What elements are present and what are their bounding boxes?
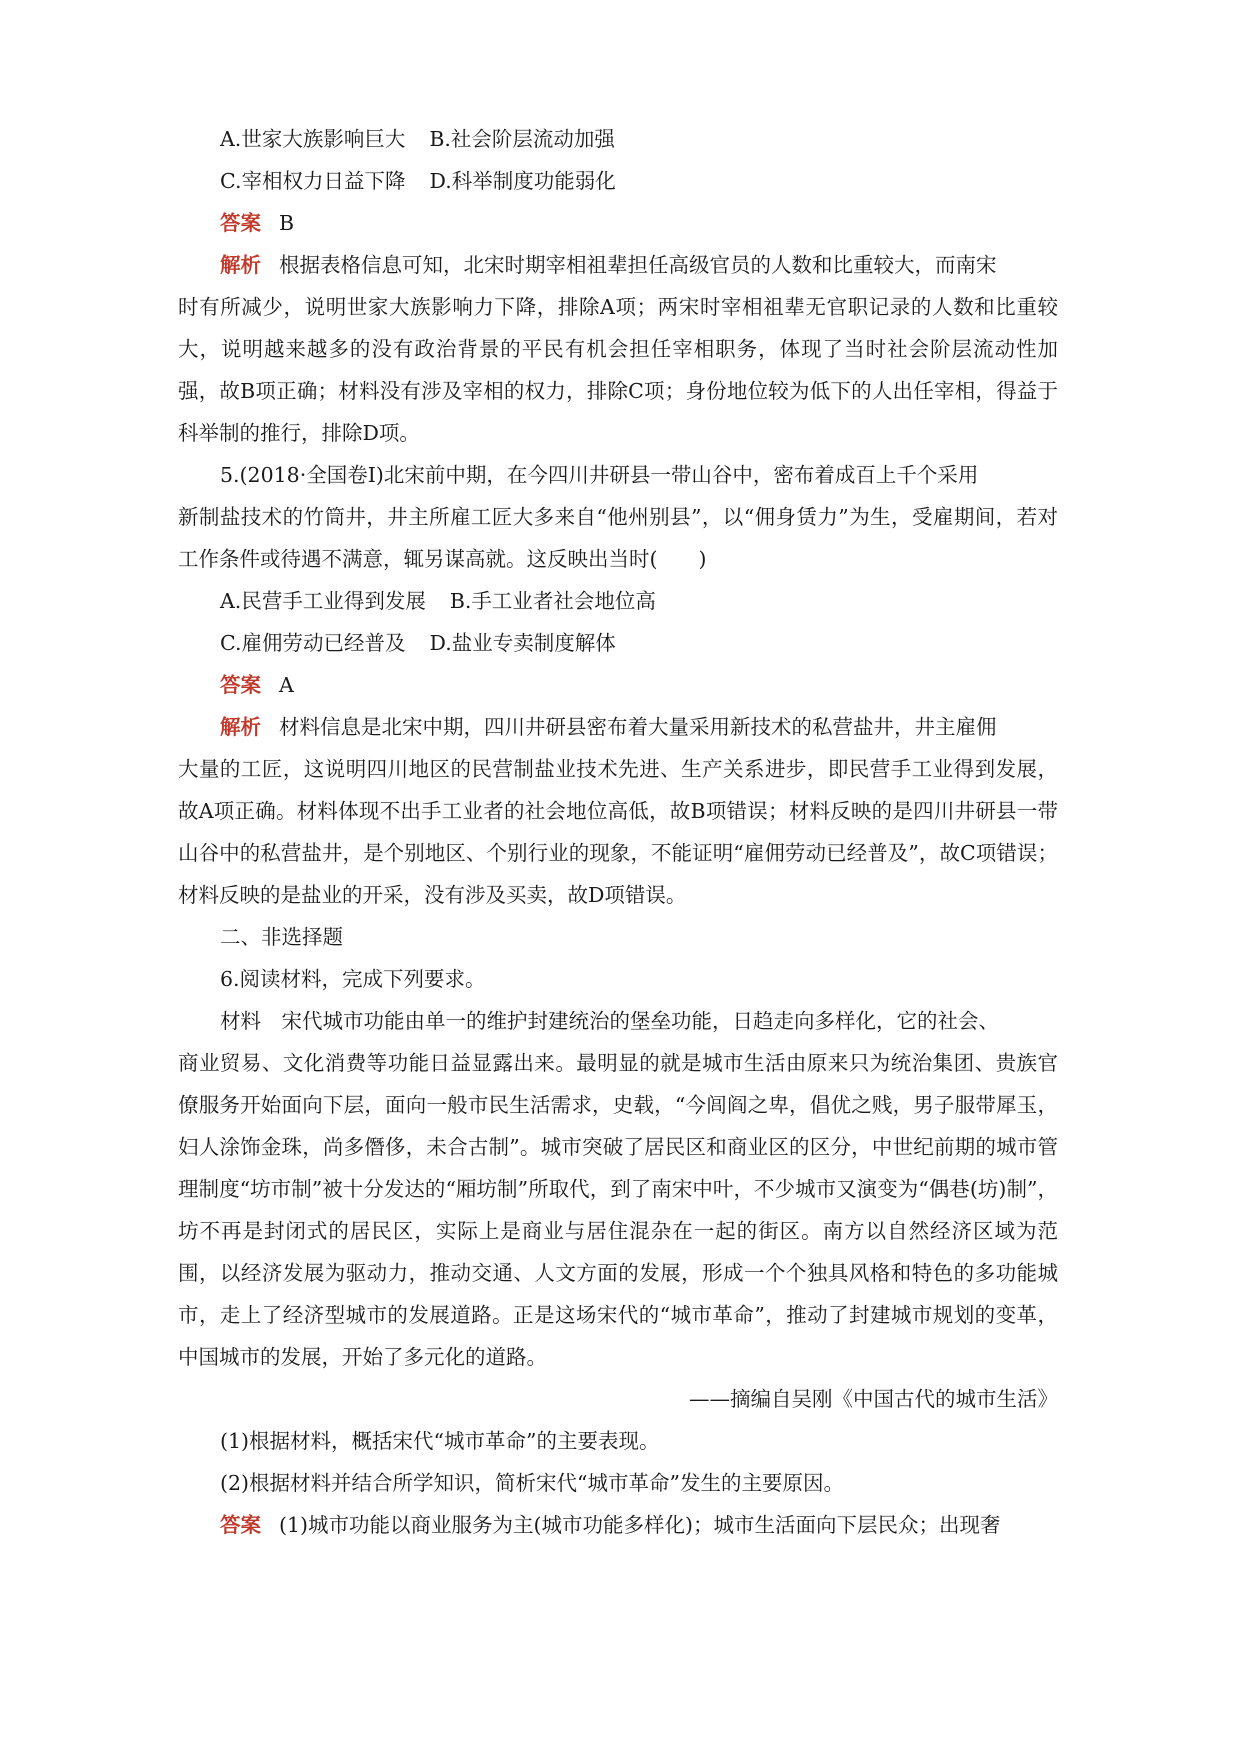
q4-options-ab — [178, 118, 1058, 160]
q4-option-a: A.世家大族影响巨大 — [220, 127, 406, 151]
q6-subquestion-2: (2)根据材料并结合所学知识，简析宋代“城市革命”发生的主要原因。 — [220, 1471, 844, 1495]
q5-analysis-text-first: 材料信息是北宋中期，四川井研县密布着大量采用新技术的私营盐井，井主雇佣 — [279, 715, 997, 739]
q4-option-b: B.社会阶层流动加强 — [429, 127, 615, 151]
q4-analysis-first-line — [178, 244, 1058, 286]
q6-answer — [178, 1504, 1058, 1546]
q5-option-a: A.民营手工业得到发展 — [220, 589, 426, 613]
q5-analysis-first-line — [178, 706, 1058, 748]
q5-analysis-text: 大量的工匠，这说明四川地区的民营制盐业技术先进、生产关系进步，即民营手工业得到发展，故A项正确。材料体现不出手工业者的社会地位高低，故B项错误；材料反映的是四川井研县一带山谷中的私营盐井，是个别地区、个别行业的现象，不能证明“雇佣劳动已经普及”，故C项错误；材料反映的是盐业的开采，没有涉及买卖，故D项错误。 — [178, 757, 1058, 907]
q4-options-cd — [178, 160, 1058, 202]
q4-answer-value: B — [279, 211, 295, 235]
q6-material: 商业贸易、文化消费等功能日益显露出来。最明显的就是城市生活由原来只为统治集团、贵族官僚服务开始面向下层，面向一般市民生活需求，史载，“今闾阎之卑，倡优之贱，男子服带犀玉，妇人涂饰金珠，尚多僭侈，未合古制”。城市突破了居民区和商业区的区分，中世纪前期的城市管理制度“坊市制”被十分发达的“厢坊制”所取代，到了南宋中叶，不少城市又演变为“偶巷(坊)制”，坊不再是封闭式的居民区，实际上是商业与居住混杂在一起的街区。南方以自然经济区域为范围，以经济发展为驱动力，推动交通、人文方面的发展，形成一个个独具风格和特色的多功能城市，走上了经济型城市的发展道路。正是这场宋代的“城市革命”，推动了封建城市规划的变革，中国城市的发展，开始了多元化的道路。 — [178, 1051, 1058, 1369]
q6-stem: 6.阅读材料，完成下列要求。 — [220, 967, 486, 991]
q5-answer-value: A — [279, 673, 294, 697]
analysis-label: 解析 — [220, 253, 261, 277]
q4-option-d: D.科举制度功能弱化 — [429, 169, 616, 193]
q6-source: ——摘编自吴刚《中国古代的城市生活》 — [689, 1387, 1058, 1411]
section-title: 二、非选择题 — [220, 925, 343, 949]
q5-option-d: D.盐业专卖制度解体 — [429, 631, 616, 655]
analysis-label: 解析 — [220, 715, 261, 739]
answer-label: 答案 — [220, 673, 261, 697]
q5-option-b: B.手工业者社会地位高 — [449, 589, 656, 613]
q5-option-c: C.雇佣劳动已经普及 — [220, 631, 406, 655]
q5-answer — [178, 664, 1058, 706]
q4-analysis-text-first: 根据表格信息可知，北宋时期宰相祖辈担任高级官员的人数和比重较大，而南宋 — [279, 253, 997, 277]
q5-stem-first-line: 5.(2018·全国卷Ⅰ)北宋前中期，在今四川井研县一带山谷中，密布着成百上千个采用 — [220, 463, 979, 487]
q4-option-c: C.宰相权力日益下降 — [220, 169, 406, 193]
q5-stem: 新制盐技术的竹筒井，井主所雇工匠大多来自“他州别县”，以“佣身赁力”为生，受雇期间，若对工作条件或待遇不满意，辄另谋高就。这反映出当时( ) — [178, 505, 1058, 571]
q5-options-ab — [178, 580, 1058, 622]
q6-answer-text: (1)城市功能以商业服务为主(城市功能多样化)；城市生活面向下层民众；出现奢 — [279, 1513, 1001, 1537]
q6-material-first-line: 材料 宋代城市功能由单一的维护封建统治的堡垒功能，日趋走向多样化，它的社会、 — [220, 1009, 999, 1033]
q5-options-cd — [178, 622, 1058, 664]
answer-label: 答案 — [220, 211, 261, 235]
q4-answer — [178, 202, 1058, 244]
document-page — [178, 118, 1058, 1546]
q4-analysis-text: 时有所减少，说明世家大族影响力下降，排除A项；两宋时宰相祖辈无官职记录的人数和比重较大，说明越来越多的没有政治背景的平民有机会担任宰相职务，体现了当时社会阶层流动性加强，故B项正确；材料没有涉及宰相的权力，排除C项；身份地位较为低下的人出任宰相，得益于科举制的推行，排除D项。 — [178, 295, 1058, 445]
answer-label: 答案 — [220, 1513, 261, 1537]
q6-subquestion-1: (1)根据材料，概括宋代“城市革命”的主要表现。 — [220, 1429, 660, 1453]
